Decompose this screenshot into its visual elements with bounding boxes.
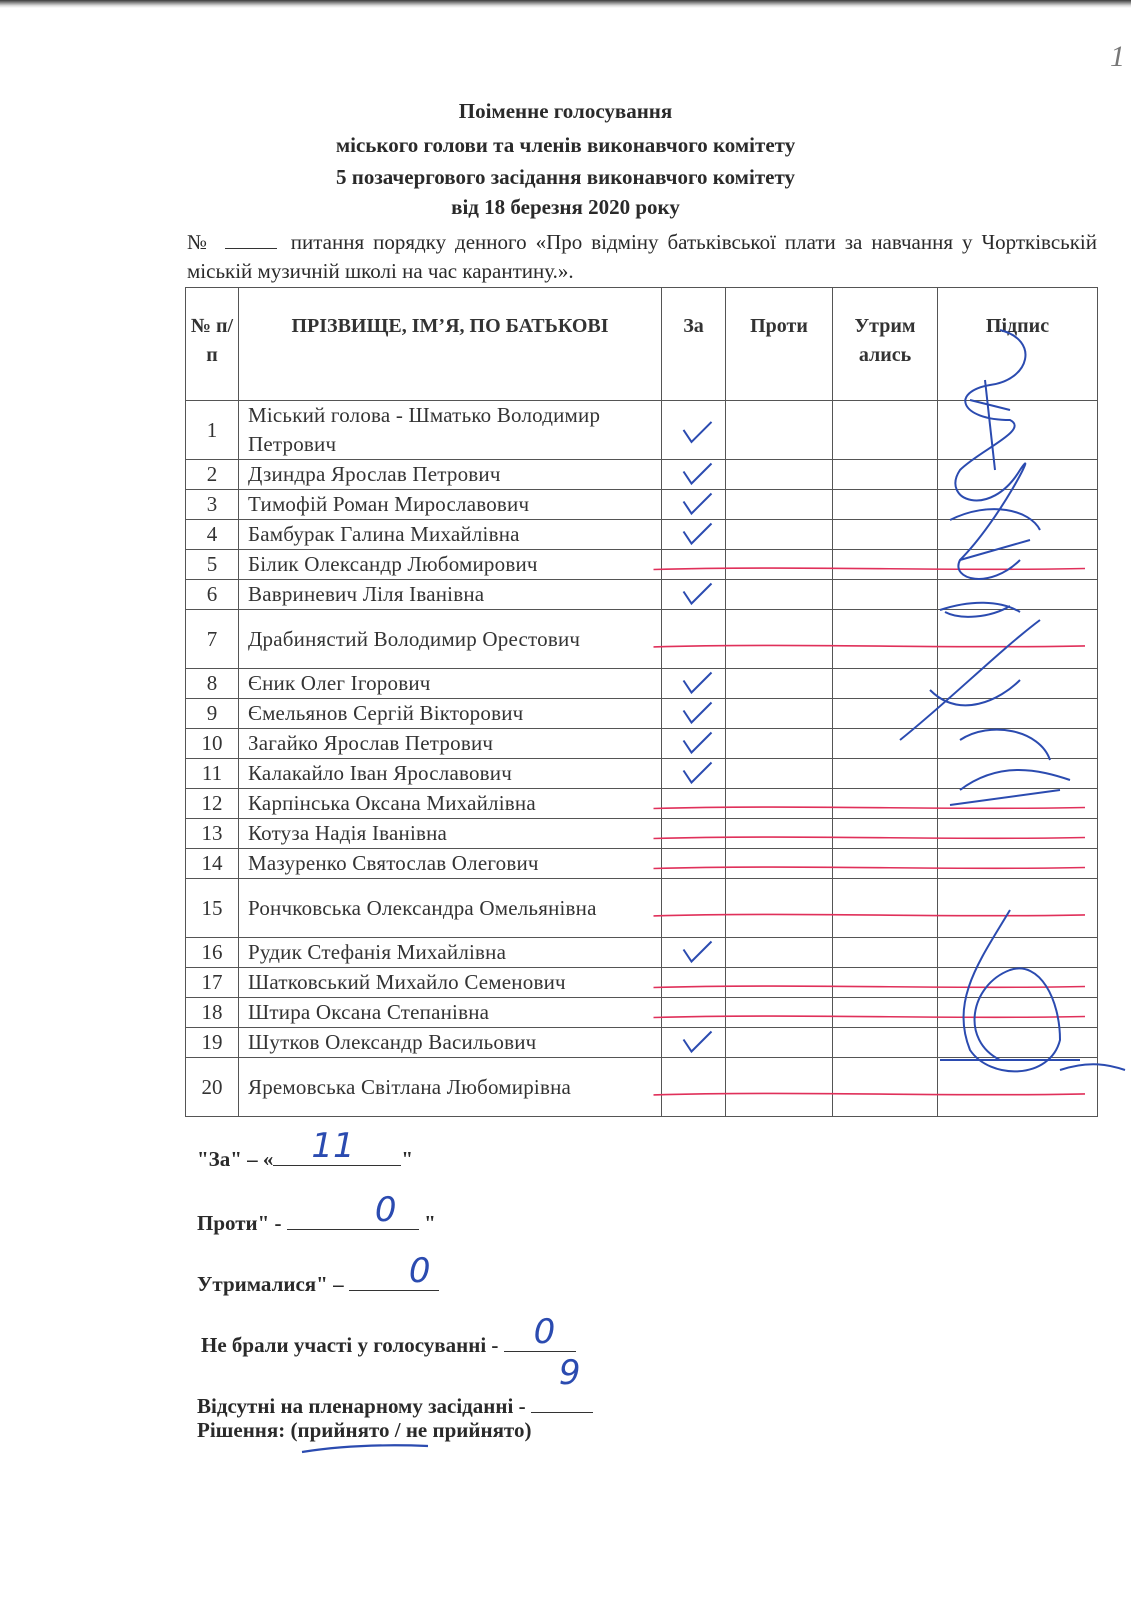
cell-abstained	[833, 819, 938, 849]
row-number: 13	[186, 819, 239, 849]
cell-against	[726, 819, 833, 849]
cell-abstained	[833, 669, 938, 699]
table-row	[186, 401, 1098, 460]
cell-for	[662, 729, 726, 759]
table-row	[186, 968, 1098, 998]
member-name: Міський голова - Шматько Володимир Петрович	[239, 401, 662, 460]
cell-signature	[938, 759, 1098, 789]
row-number: 14	[186, 849, 239, 879]
table-row	[186, 550, 1098, 580]
cell-against	[726, 879, 833, 938]
member-name: Карпінська Оксана Михайлівна	[239, 789, 662, 819]
row-number: 11	[186, 759, 239, 789]
row-number: 3	[186, 490, 239, 520]
cell-against	[726, 1058, 833, 1117]
row-number: 9	[186, 699, 239, 729]
member-name: Дзиндра Ярослав Петрович	[239, 460, 662, 490]
cell-against	[726, 998, 833, 1028]
table-row	[186, 699, 1098, 729]
cell-signature	[938, 550, 1098, 580]
table-row	[186, 819, 1098, 849]
cell-signature	[938, 998, 1098, 1028]
cell-for	[662, 610, 726, 669]
member-name: Єник Олег Ігорович	[239, 669, 662, 699]
decision-handwritten-underline	[302, 1445, 428, 1452]
cell-against	[726, 490, 833, 520]
row-number: 8	[186, 669, 239, 699]
cell-for	[662, 550, 726, 580]
cell-abstained	[833, 968, 938, 998]
vote-table-body	[186, 401, 1098, 1117]
summary-absent-label: Відсутні на пленарному засіданні -	[197, 1394, 526, 1418]
table-row	[186, 490, 1098, 520]
cell-against	[726, 460, 833, 490]
row-number: 10	[186, 729, 239, 759]
member-name: Калакайло Іван Ярославович	[239, 759, 662, 789]
cell-against	[726, 610, 833, 669]
cell-abstained	[833, 998, 938, 1028]
member-name: Драбинястий Володимир Орестович	[239, 610, 662, 669]
row-number: 6	[186, 580, 239, 610]
cell-signature	[938, 699, 1098, 729]
table-header-row	[186, 288, 1098, 401]
doc-subtitle: міського голови та членів виконавчого комітету	[335, 133, 796, 157]
row-number: 7	[186, 610, 239, 669]
table-row	[186, 580, 1098, 610]
member-name: Ємельянов Сергій Вікторович	[239, 699, 662, 729]
row-number: 16	[186, 938, 239, 968]
row-number: 17	[186, 968, 239, 998]
cell-abstained	[833, 1028, 938, 1058]
cell-for	[662, 998, 726, 1028]
row-number: 1	[186, 401, 239, 460]
summary-abstained-label: Утрималися" –	[197, 1272, 344, 1296]
cell-against	[726, 699, 833, 729]
summary-not-voting-value: 0	[533, 1312, 556, 1352]
cell-abstained	[833, 759, 938, 789]
cell-abstained	[833, 879, 938, 938]
col-header-name: ПРІЗВИЩЕ, ІМ’Я, ПО БАТЬКОВІ	[239, 288, 662, 401]
cell-signature	[938, 520, 1098, 550]
member-name: Шутков Олександр Васильович	[239, 1028, 662, 1058]
col-header-signature: Підпис	[938, 288, 1098, 401]
cell-abstained	[833, 1058, 938, 1117]
agenda-number-blank	[225, 248, 277, 249]
cell-for	[662, 968, 726, 998]
scan-top-edge	[0, 0, 1131, 8]
summary-for-value: 11	[311, 1126, 355, 1166]
summary-not-voting-blank	[504, 1312, 576, 1352]
summary-against-blank	[287, 1190, 419, 1230]
cell-against	[726, 550, 833, 580]
summary-decision	[197, 1418, 531, 1443]
member-name: Рончковська Олександра Омельянівна	[239, 879, 662, 938]
cell-abstained	[833, 460, 938, 490]
table-row	[186, 759, 1098, 789]
cell-signature	[938, 1028, 1098, 1058]
table-row	[186, 998, 1098, 1028]
agenda-number-prefix: №	[187, 230, 211, 254]
cell-against	[726, 849, 833, 879]
cell-for	[662, 759, 726, 789]
cell-abstained	[833, 550, 938, 580]
cell-signature	[938, 879, 1098, 938]
date-line: від 18 березня 2020 року	[451, 195, 680, 219]
cell-for	[662, 849, 726, 879]
cell-against	[726, 789, 833, 819]
cell-for	[662, 938, 726, 968]
cell-against	[726, 1028, 833, 1058]
cell-signature	[938, 460, 1098, 490]
cell-abstained	[833, 938, 938, 968]
summary-for-blank	[273, 1126, 401, 1166]
cell-signature	[938, 401, 1098, 460]
cell-for	[662, 1028, 726, 1058]
cell-signature	[938, 819, 1098, 849]
summary-abstained-value: 0	[408, 1251, 431, 1291]
session-line: 5 позачергового засідання виконавчого комітету	[335, 165, 796, 189]
cell-abstained	[833, 699, 938, 729]
member-name: Бамбурак Галина Михайлівна	[239, 520, 662, 550]
cell-for	[662, 699, 726, 729]
cell-abstained	[833, 580, 938, 610]
member-name: Яремовська Світлана Любомирівна	[239, 1058, 662, 1117]
row-number: 20	[186, 1058, 239, 1117]
summary-against-close-quote: "	[424, 1211, 436, 1235]
agenda-item	[187, 228, 1097, 286]
member-name: Шатковський Михайло Семенович	[239, 968, 662, 998]
row-number: 2	[186, 460, 239, 490]
cell-for	[662, 401, 726, 460]
cell-signature	[938, 610, 1098, 669]
agenda-text: питання порядку денного «Про відміну батьківської плати за навчання у Чортківській міській музичній школі на час карантину.».	[187, 230, 1097, 283]
table-row	[186, 460, 1098, 490]
cell-against	[726, 938, 833, 968]
table-row	[186, 610, 1098, 669]
row-number: 18	[186, 998, 239, 1028]
cell-signature	[938, 729, 1098, 759]
row-number: 5	[186, 550, 239, 580]
cell-signature	[938, 968, 1098, 998]
table-row	[186, 879, 1098, 938]
member-name: Вавриневич Ліля Іванівна	[239, 580, 662, 610]
cell-signature	[938, 490, 1098, 520]
col-header-for: За	[662, 288, 726, 401]
member-name: Штира Оксана Степанівна	[239, 998, 662, 1028]
cell-abstained	[833, 849, 938, 879]
cell-abstained	[833, 520, 938, 550]
cell-against	[726, 729, 833, 759]
cell-abstained	[833, 610, 938, 669]
table-row	[186, 729, 1098, 759]
table-row	[186, 1058, 1098, 1117]
cell-against	[726, 520, 833, 550]
summary-not-voting-label: Не брали участі у голосуванні -	[201, 1333, 499, 1357]
row-number: 4	[186, 520, 239, 550]
cell-signature	[938, 849, 1098, 879]
cell-against	[726, 401, 833, 460]
summary-for-close-quote: "	[401, 1147, 414, 1171]
cell-against	[726, 968, 833, 998]
summary-against-label: Проти" -	[197, 1211, 282, 1235]
cell-abstained	[833, 490, 938, 520]
row-number: 19	[186, 1028, 239, 1058]
cell-for	[662, 1058, 726, 1117]
row-number: 12	[186, 789, 239, 819]
row-number: 15	[186, 879, 239, 938]
doc-title: Поіменне голосування	[458, 99, 673, 123]
summary-not-voting	[201, 1312, 576, 1358]
summary-decision-label: Рішення: (прийнято / не прийнято)	[197, 1418, 532, 1442]
summary-absent-value: 9	[558, 1353, 581, 1393]
summary-for-label: "За" – «	[197, 1147, 274, 1171]
cell-signature	[938, 789, 1098, 819]
summary-absent	[197, 1353, 593, 1419]
member-name: Рудик Стефанія Михайлівна	[239, 938, 662, 968]
cell-for	[662, 490, 726, 520]
cell-abstained	[833, 729, 938, 759]
table-row	[186, 520, 1098, 550]
table-row	[186, 1028, 1098, 1058]
cell-for	[662, 669, 726, 699]
cell-signature	[938, 938, 1098, 968]
cell-for	[662, 460, 726, 490]
cell-signature	[938, 1058, 1098, 1117]
cell-for	[662, 879, 726, 938]
cell-abstained	[833, 401, 938, 460]
cell-for	[662, 819, 726, 849]
member-name: Білик Олександр Любомирович	[239, 550, 662, 580]
cell-against	[726, 759, 833, 789]
summary-abstained	[197, 1251, 439, 1297]
member-name: Тимофій Роман Мирославович	[239, 490, 662, 520]
page-number: 1	[1110, 40, 1125, 73]
col-header-against: Проти	[726, 288, 833, 401]
table-row	[186, 849, 1098, 879]
col-header-abstained: Утрим ались	[833, 288, 938, 401]
cell-for	[662, 789, 726, 819]
col-header-num: № п/п	[186, 288, 239, 401]
summary-against	[197, 1190, 436, 1236]
cell-signature	[938, 580, 1098, 610]
table-row	[186, 938, 1098, 968]
summary-absent-blank	[531, 1353, 593, 1413]
cell-for	[662, 580, 726, 610]
cell-against	[726, 669, 833, 699]
cell-abstained	[833, 789, 938, 819]
cell-against	[726, 580, 833, 610]
summary-for	[197, 1126, 414, 1172]
cell-signature	[938, 669, 1098, 699]
cell-for	[662, 520, 726, 550]
summary-abstained-blank	[349, 1251, 439, 1291]
member-name: Котуза Надія Іванівна	[239, 819, 662, 849]
vote-table	[185, 287, 1098, 1117]
table-row	[186, 669, 1098, 699]
member-name: Загайко Ярослав Петрович	[239, 729, 662, 759]
member-name: Мазуренко Святослав Олегович	[239, 849, 662, 879]
summary-against-value: 0	[374, 1190, 397, 1230]
table-row	[186, 789, 1098, 819]
